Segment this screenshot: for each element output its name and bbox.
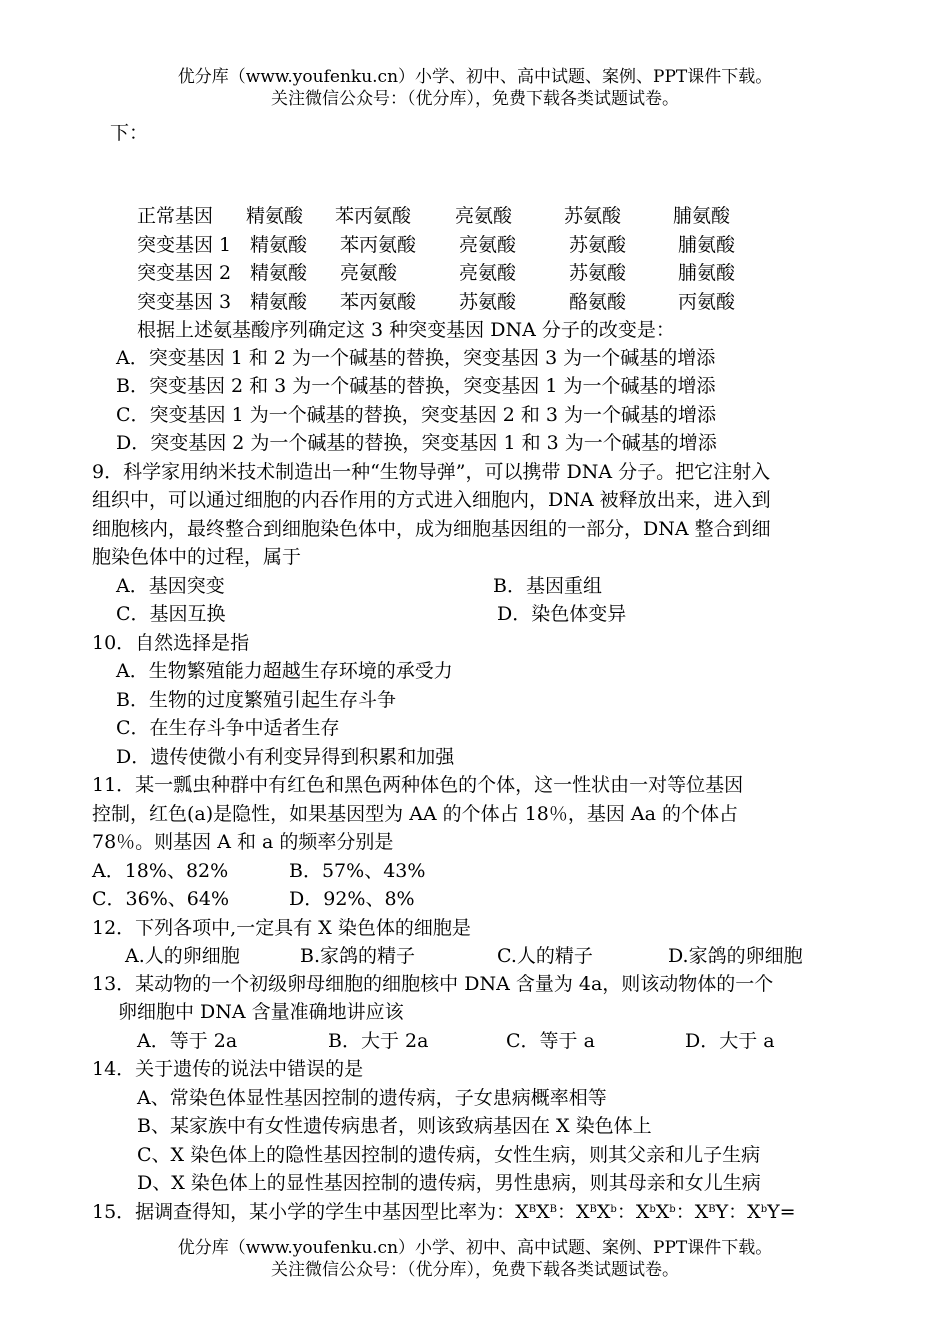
- genotype: $X^BY$: [694, 1201, 729, 1223]
- table-cell: 苏氨酸: [569, 262, 627, 284]
- q11-option-c: C．36%、64%: [92, 888, 229, 910]
- q10-option-c: C．在生存斗争中适者生存: [116, 717, 340, 739]
- q11-option-d: D．92%、8%: [289, 888, 415, 910]
- q14-stem: 14．关于遗传的说法中错误的是: [92, 1058, 364, 1080]
- q14-option-d: D、X 染色体上的显性基因控制的遗传病，男性患病，则其母亲和女儿生病: [137, 1172, 761, 1194]
- q8-option-b: B．突变基因 2 和 3 为一个碱基的替换，突变基因 1 为一个碱基的增添: [116, 375, 716, 397]
- q12-stem: 12．下列各项中,一定具有 X 染色体的细胞是: [92, 917, 471, 939]
- header-line-2: 关注微信公众号：（优分库），免费下载各类试题试卷。: [271, 89, 679, 109]
- q14-option-c: C、X 染色体上的隐性基因控制的遗传病，女性生病，则其父亲和儿子生病: [137, 1144, 761, 1166]
- q12-option-c: C.人的精子: [497, 945, 593, 967]
- q12-option-b: B.家鸽的精子: [300, 945, 416, 967]
- q9-option-a: A．基因突变: [116, 575, 225, 597]
- footer-line-2: 关注微信公众号：（优分库），免费下载各类试题试卷。: [271, 1260, 679, 1280]
- footer-line-1: 优分库（www.youfenku.cn）小学、初中、高中试题、案例、PPT课件下载。: [177, 1238, 773, 1258]
- table-cell: 苯丙氨酸: [335, 205, 412, 227]
- table-cell: 精氨酸: [246, 205, 304, 227]
- q10-option-d: D．遗传使微小有利变异得到积累和加强: [116, 746, 455, 768]
- table-cell: 亮氨酸: [459, 262, 517, 284]
- q9-line-4: 胞染色体中的过程，属于: [92, 546, 302, 568]
- header-line-1: 优分库（www.youfenku.cn）小学、初中、高中试题、案例、PPT课件下载。: [177, 67, 773, 87]
- table-cell: 脯氨酸: [678, 234, 736, 256]
- table-cell: 亮氨酸: [340, 262, 398, 284]
- q13-option-b: B．大于 2a: [328, 1030, 429, 1052]
- q9-option-d: D．染色体变异: [497, 603, 627, 625]
- q13-option-a: A．等于 2a: [137, 1030, 238, 1052]
- genotype: $X^bY$: [747, 1201, 780, 1223]
- q13-option-c: C．等于 a: [506, 1030, 595, 1052]
- genotype: $X^bX^b$: [635, 1201, 676, 1223]
- table-cell: 精氨酸: [250, 291, 308, 313]
- q11-option-b: B．57%、43%: [289, 860, 426, 882]
- table-cell: 精氨酸: [250, 234, 308, 256]
- table-cell: 苏氨酸: [564, 205, 622, 227]
- table-cell: 苏氨酸: [569, 234, 627, 256]
- table-cell: 酪氨酸: [569, 291, 627, 313]
- table-cell: 苯丙氨酸: [340, 291, 417, 313]
- table-cell: 突变基因 3: [137, 291, 232, 313]
- q8-option-d: D．突变基因 2 为一个碱基的替换，突变基因 1 和 3 为一个碱基的增添: [116, 432, 717, 454]
- table-cell: 正常基因: [137, 205, 214, 227]
- genotype: $X^BX^b$: [575, 1201, 617, 1223]
- q13-line-1: 13．某动物的一个初级卵母细胞的细胞核中 DNA 含量为 4a，则该动物体的一个: [92, 973, 774, 995]
- q9-line-3: 细胞核内，最终整合到细胞染色体中，成为细胞基因组的一部分，DNA 整合到细: [92, 518, 771, 540]
- table-cell: 脯氨酸: [678, 262, 736, 284]
- table-cell: 亮氨酸: [455, 205, 513, 227]
- q10-stem: 10．自然选择是指: [92, 632, 250, 654]
- table-cell: 苯丙氨酸: [340, 234, 417, 256]
- table-cell: 突变基因 1: [137, 234, 232, 256]
- q9-line-1: 9．科学家用纳米技术制造出一种“生物导弹”，可以携带 DNA 分子。把它注射入: [92, 461, 771, 483]
- table-cell: 脯氨酸: [673, 205, 731, 227]
- table-cell: 精氨酸: [250, 262, 308, 284]
- q13-option-d: D．大于 a: [685, 1030, 775, 1052]
- q13-line-2: 卵细胞中 DNA 含量准确地讲应该: [118, 1001, 404, 1023]
- q11-line-1: 11．某一瓢虫种群中有红色和黑色两种体色的个体，这一性状由一对等位基因: [92, 774, 744, 796]
- q15-line: 15．据调查得知，某小学的学生中基因型比率为：$X^BX^B$：$X^BX^b$：$X^bX^b$：$X^BY$：$X^bY=$: [92, 1201, 796, 1223]
- q9-line-2: 组织中，可以通过细胞的内吞作用的方式进入细胞内，DNA 被释放出来，进入到: [92, 489, 771, 511]
- q8-stem: 根据上述氨基酸序列确定这 3 种突变基因 DNA 分子的改变是：: [137, 319, 675, 341]
- table-cell: 亮氨酸: [459, 234, 517, 256]
- genotype: $X^BX^B$: [515, 1201, 557, 1223]
- q11-line-2: 控制，红色(a)是隐性，如果基因型为 AA 的个体占 18％，基因 Aa 的个体占: [92, 803, 739, 825]
- q11-option-a: A．18%、82%: [92, 860, 229, 882]
- q8-option-a: A．突变基因 1 和 2 为一个碱基的替换，突变基因 3 为一个碱基的增添: [116, 347, 716, 369]
- q9-option-b: B．基因重组: [493, 575, 602, 597]
- table-cell: 丙氨酸: [678, 291, 736, 313]
- q10-option-a: A．生物繁殖能力超越生存环境的承受力: [116, 660, 453, 682]
- table-cell: 突变基因 2: [137, 262, 232, 284]
- q12-option-d: D.家鸽的卵细胞: [668, 945, 803, 967]
- q14-option-a: A、常染色体显性基因控制的遗传病，子女患病概率相等: [137, 1087, 607, 1109]
- q15-tail: =: [779, 1201, 796, 1223]
- q14-option-b: B、某家族中有女性遗传病患者，则该致病基因在 X 染色体上: [137, 1115, 652, 1137]
- q12-option-a: A.人的卵细胞: [125, 945, 240, 967]
- q8-option-c: C．突变基因 1 为一个碱基的替换，突变基因 2 和 3 为一个碱基的增添: [116, 404, 717, 426]
- q9-option-c: C．基因互换: [116, 603, 226, 625]
- q11-line-3: 78％。则基因 A 和 a 的频率分别是: [92, 831, 394, 853]
- table-cell: 苏氨酸: [459, 291, 517, 313]
- q10-option-b: B．生物的过度繁殖引起生存斗争: [116, 689, 396, 711]
- q8-intro-tail: 下：: [110, 122, 149, 144]
- q15-stem: 15．据调查得知，某小学的学生中基因型比率为：: [92, 1201, 516, 1223]
